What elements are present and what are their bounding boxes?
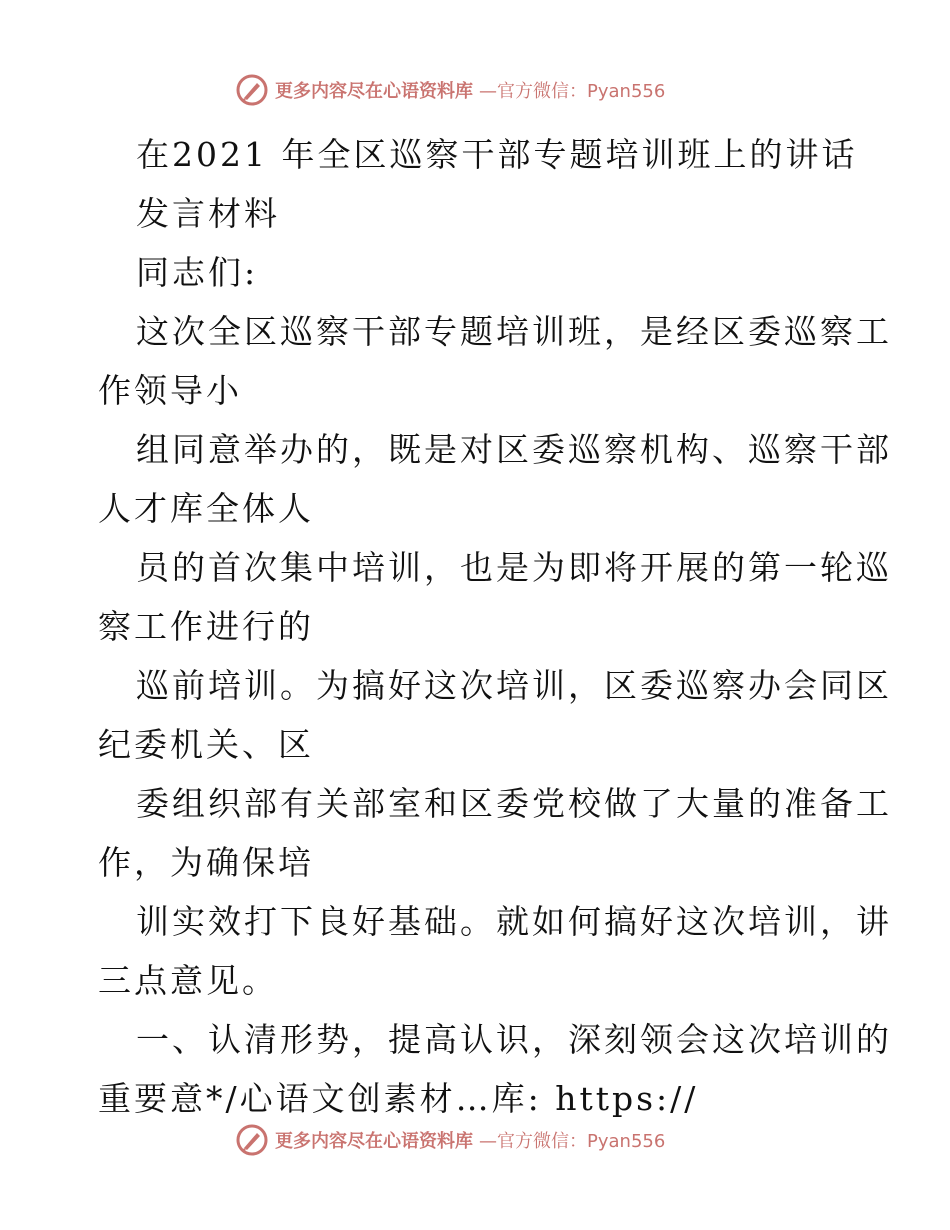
doc-line: 员的首次集中培训，也是为即将开展的第一轮巡 <box>136 548 892 587</box>
doc-line: 三点意见。 <box>98 961 278 1000</box>
pen-logo-icon <box>235 1123 269 1157</box>
pen-logo-icon <box>235 73 269 107</box>
banner-slogan: 更多内容尽在心语资料库 <box>275 1131 473 1152</box>
doc-line: 这次全区巡察干部专题培训班，是经区委巡察工 <box>136 312 892 351</box>
doc-title-line-2: 发言材料 <box>136 194 280 233</box>
banner-slogan: 更多内容尽在心语资料库 <box>275 81 473 102</box>
doc-line: 重要意*/心语文创素材…库: https:// <box>98 1079 699 1118</box>
banner-official-account: —官方微信：Pyan556 <box>479 1131 666 1152</box>
doc-salutation: 同志们: <box>136 253 259 292</box>
document-body <box>98 125 892 1128</box>
footer-watermark-banner <box>235 1122 755 1158</box>
doc-line: 人才库全体人 <box>98 489 314 528</box>
doc-line: 作，为确保培 <box>98 843 314 882</box>
doc-title-line-1: 在2021 年全区巡察干部专题培训班上的讲话 <box>136 135 858 174</box>
doc-section-heading: 一、认清形势，提高认识，深刻领会这次培训的 <box>136 1020 892 1059</box>
doc-line: 委组织部有关部室和区委党校做了大量的准备工 <box>136 784 892 823</box>
header-watermark-banner <box>235 72 755 108</box>
doc-line: 巡前培训。为搞好这次培训，区委巡察办会同区 <box>136 666 892 705</box>
doc-line: 训实效打下良好基础。就如何搞好这次培训，讲 <box>136 902 892 941</box>
banner-official-account: —官方微信：Pyan556 <box>479 81 666 102</box>
doc-line: 组同意举办的，既是对区委巡察机构、巡察干部 <box>136 430 892 469</box>
doc-line: 纪委机关、区 <box>98 725 314 764</box>
doc-line: 作领导小 <box>98 371 242 410</box>
doc-line: 察工作进行的 <box>98 607 314 646</box>
